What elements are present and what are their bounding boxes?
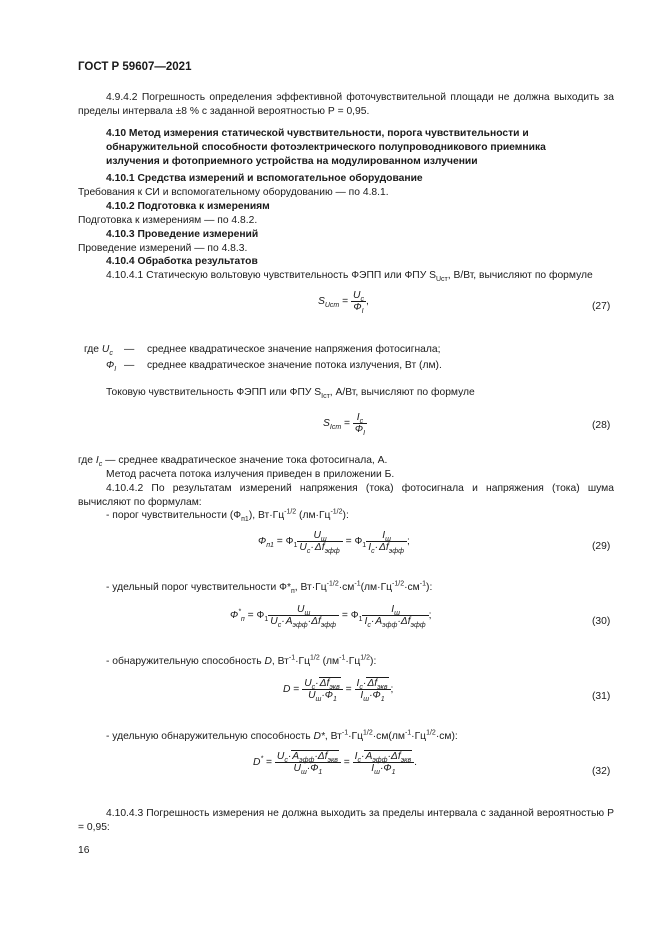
- where-phi-text: среднее квадратическое значение потока излучения, Вт (лм).: [147, 360, 442, 371]
- paragraph-current-sensitivity: Токовую чувствительность ФЭПП или ФПУ $S_{Iст}$, А/Вт, вычисляют по формуле: [106, 387, 475, 401]
- formula-28: $S_{Iст}$ = $\frac{I_с}{Ф_I}$: [323, 412, 366, 438]
- paragraph-method: Метод расчета потока излучения приведен в приложении Б.: [106, 469, 395, 480]
- section-4-10-2-title: 4.10.2 Подготовка к измерениям: [106, 201, 270, 212]
- formula-30: $Ф^*_п = Ф_1$ $\frac{U_ш}{U_с\cdot A_{эфф}\cdot\Delta f_{эфф}}$ = $Ф_1$ $\frac{I_ш}{I_с\cdot A_{эфф}\cdot\Delta f_{эфф}}$ ;: [230, 604, 432, 630]
- equation-number-29: (29): [592, 541, 611, 552]
- section-4-10-3-text: Проведение измерений — по 4.8.3.: [78, 243, 248, 254]
- section-4-10-3-title: 4.10.3 Проведение измерений: [106, 229, 259, 240]
- where-ic: где $I_с$ — среднее квадратическое значение тока фотосигнала, А.: [78, 455, 388, 469]
- where-phi-symbol: $Ф_I$: [106, 360, 117, 374]
- where-dash-2: —: [124, 360, 135, 371]
- equation-number-28: (28): [592, 420, 611, 431]
- equation-number-27: (27): [592, 301, 611, 312]
- page-number: 16: [78, 845, 90, 856]
- paragraph-4-10-4-2: 4.10.4.2 По результатам измерений напряжения (тока) фотосигнала и напряжения (тока) шума вычисляют по формулам:: [78, 483, 614, 508]
- where-label-1: где $U_с$: [84, 344, 113, 358]
- section-4-10-title: 4.10 Метод измерения статической чувствительности, порога чувствительности и обнаружительной способности фотоэлектрического полупроводникового приемника излучения и фотоприемного устройства на модулированном излучении: [106, 128, 546, 167]
- section-4-10-2-text: Подготовка к измерениям — по 4.8.2.: [78, 215, 258, 226]
- formula-29: $Ф_{п1} = Ф_1$ $\frac{U_ш}{U_с\cdot\Delta f_{эфф}}$ = $Ф_1$ $\frac{I_ш}{I_с\cdot\Delta f_{эфф}}$ ;: [258, 530, 410, 556]
- section-4-10-1-title: 4.10.1 Средства измерений и вспомогательное оборудование: [106, 173, 423, 184]
- equation-number-32: (32): [592, 766, 611, 777]
- item-threshold: - порог чувствительности $(Ф_{п1})$, $Вт\cdot Гц^{-1/2}$ $(лм\cdot Гц^{-1/2})$:: [106, 508, 349, 524]
- paragraph-4-9-4-2: 4.9.4.2 Погрешность определения эффективной фоточувствительной площади не должна выходить за пределы интервала ±8 % с заданной вероятностью Р = 0,95.: [78, 92, 614, 117]
- where-dash-1: —: [124, 344, 135, 355]
- formula-31: D = $\frac{U_с\cdot\Delta f_{экв}}{U_ш\cdot Ф_1}$ = $\frac{I_с\cdot\Delta f_{экв}}{I_ш\cdot Ф_1}$ ;: [283, 678, 394, 704]
- formula-27: $S_{Uст}$ = $\frac{U_с}{Ф_I}$ ,: [318, 290, 369, 316]
- item-detectivity: - обнаружительную способность D, $Вт^{-1}\cdot Гц^{1/2}$ $(лм^{-1}\cdot Гц^{1/2})$:: [106, 654, 377, 667]
- where-uc-text: среднее квадратическое значение напряжения фотосигнала;: [147, 344, 441, 355]
- item-specific-detectivity: - удельную обнаружительную способность D*, $Вт^{-1}\cdot Гц^{1/2}\cdot см(лм^{-1}\cdot Гц^{1/2}\cdot см)$:: [106, 729, 458, 742]
- paragraph-4-10-4-3: 4.10.4.3 Погрешность измерения не должна выходить за пределы интервала с заданной вероятностью Р = 0,95:: [78, 808, 614, 833]
- document-header: ГОСТ Р 59607—2021: [78, 61, 192, 73]
- paragraph-4-10-4-1: 4.10.4.1 Статическую вольтовую чувствительность ФЭПП или ФПУ $S_{Uст}$, В/Вт, вычисляют по формуле: [106, 270, 593, 284]
- equation-number-31: (31): [592, 691, 611, 702]
- formula-32: D* = $\frac{U_с\cdot A_{эфф}\cdot\Delta f_{экв}}{U_ш\cdot Ф_1}$ = $\frac{I_с\cdot A_{эфф}\cdot\Delta f_{экв}}{I_ш\cdot Ф_1}$ .: [253, 751, 417, 777]
- section-4-10-1-text: Требования к СИ и вспомогательному оборудованию — по 4.8.1.: [78, 187, 389, 198]
- equation-number-30: (30): [592, 616, 611, 627]
- section-4-10-4-title: 4.10.4 Обработка результатов: [106, 256, 258, 267]
- item-specific-threshold: - удельный порог чувствительности $Ф*_п$, $Вт\cdot Гц^{-1/2}\cdot см^{-1}(лм\cdot Гц^{-1/2}\cdot см^{-1})$:: [106, 580, 433, 596]
